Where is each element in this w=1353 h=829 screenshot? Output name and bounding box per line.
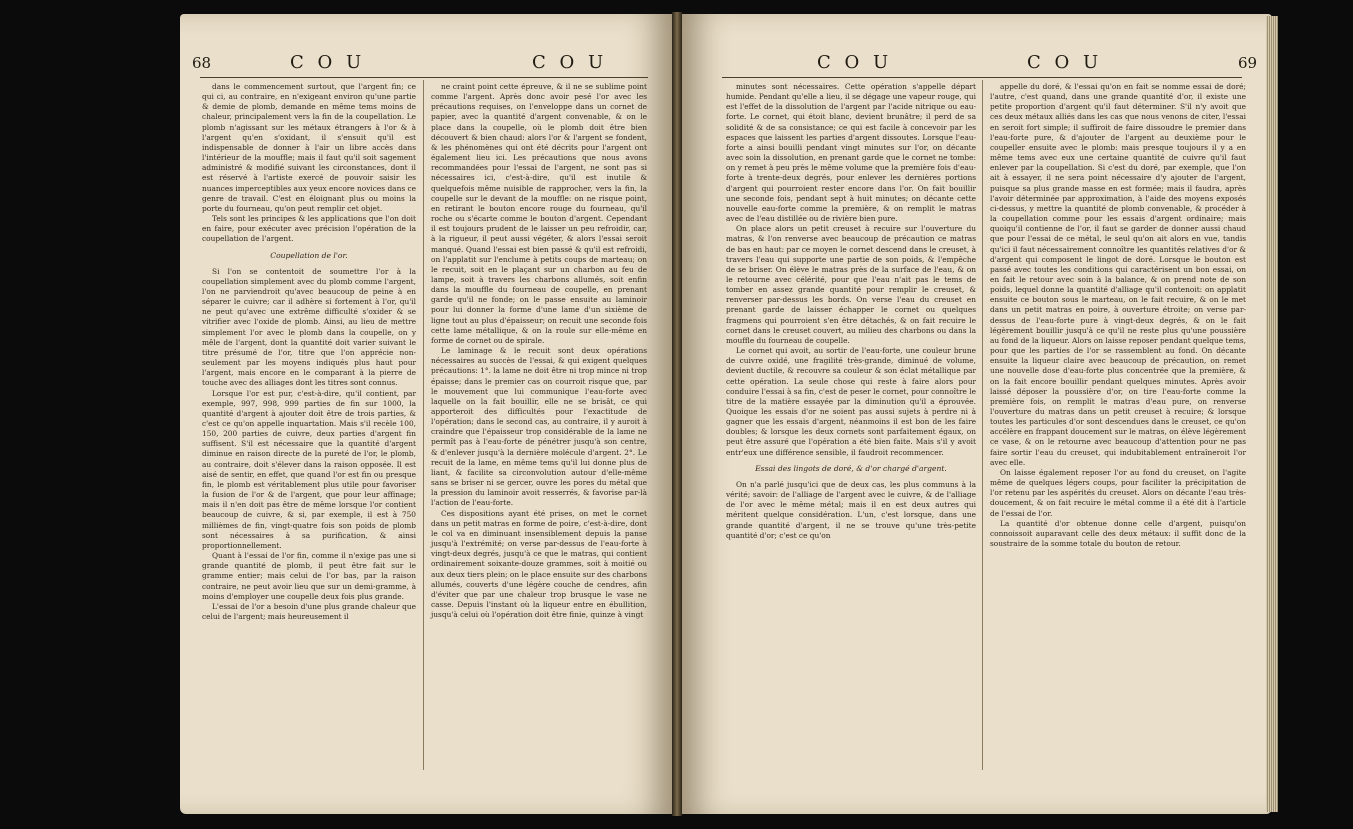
right-page: [682, 14, 1272, 814]
paragraph: L'essai de l'or a besoin d'une plus grande chaleur que celui de l'argent; mais heureusement il: [202, 601, 416, 621]
page-edges: [1266, 16, 1278, 812]
left-running-head-2: C O U: [532, 52, 608, 73]
left-column-divider: [423, 80, 424, 770]
paragraph: Le cornet qui avoit, au sortir de l'eau-forte, une couleur brune de cuivre oxidé, une fragilité très-grande, diminué de volume, devient ductile, & recouvre sa couleur & son éclat métallique par cette opération. La seule chose qui reste à faire alors pour conduire l'essai à sa fin, c'est de peser le cornet, pour connoître le titre de la matière essayée par la diminution qu'il a éprouvée. Quoique les essais d'or ne soient pas aussi sujets à perdre ni à gagner que les essais d'argent, néanmoins il est bon de les faire doubles; & lorsque les deux cornets sont parfaitement égaux, on peut être assuré que l'opération a été bien faite. Mais s'il y avoit entr'eux une différence sensible, il faudroit recommencer.: [726, 346, 976, 457]
paragraph: appelle du doré, & l'essai qu'on en fait se nomme essai de doré; l'autre, c'est quand, dans une grande quantité d'or, il existe une petite proportion d'argent qu'il faut déterminer. S'il n'y avoit que ces deux métaux alliés dans les cas que nous venons de citer, l'essai en seroit fort simple; il suffiroit de faire dissoudre le premier dans l'eau-forte pure, & d'ajouter de l'argent au deuxième pour le coupeller ensuite avec le plomb: mais presque toujours il y a en même tems avec eux une certaine quantité de cuivre qu'il faut enlever par la coupellation. Si c'est du doré, par exemple, que l'on ait à essayer, il ne sera point nécessaire d'y ajouter de l'argent, puisque sa plus grande masse en est formée; mais il faudra, après l'avoir déterminée par approximation, à l'aide des moyens exposés ci-dessus, y mettre la quantité de plomb convenable, & procéder à la coupellation comme pour les essais d'argent ordinaire; mais quoiqu'il contienne de l'or, il faut se garder de donner aussi chaud que pour l'essai de ce métal, le seul qu'on ait alors en vue, tandis qu'ici il faut nécessairement connoître les quantités relatives d'or & d'argent qui composent le lingot de doré. Lorsque le bouton est passé avec toutes les conditions qui caractérisent un bon essai, on en fait le retour avec soin à la balance, & on prend note de son poids, lequel donne la quantité d'alliage qu'il contenoit: on applatit ensuite ce bouton sous le marteau, on le fait recuire, & on le met dans un petit matras en poire, à ouverture étroite; on verse par-dessus de l'eau-forte pure à vingt-deux degrés, & on le fait légèrement bouillir jusqu'à ce qu'il ne reste plus qu'une poussière au fond de la liqueur. Alors on laisse reposer pendant quelque tems, pour que les parties de l'or se rassemblent au fond. On décante ensuite la liqueur claire avec beaucoup de précaution, on remet une nouvelle dose d'eau-forte plus concentrée que la première, & on la fait encore bouillir pendant quelques minutes. Après avoir laissé déposer la poussière d'or, on tire l'eau-forte comme la première fois, on remplit le matras d'eau pure, on renverse l'ouverture du matras dans un petit creuset à recuire; & lorsque toutes les particules d'or sont descendues dans le creuset, ce qu'on accélère en frappant doucement sur le matras, on élève légèrement ce vase, & on le retourne avec beaucoup d'attention pour ne pas faire sortir l'eau du creuset, qui indubitablement entraîneroit l'or avec elle.: [990, 82, 1246, 467]
paragraph: Si l'on se contentoit de soumettre l'or à la coupellation simplement avec du plomb comme l'argent, l'on ne parviendroit qu'avec beaucoup de peine à en séparer le cuivre; car il adhère si fortement à l'or, qu'il ne peut qu'avec une extrême difficulté s'oxider & se vitrifier avec l'oxide de plomb. Ainsi, au lieu de mettre simplement l'or avec le plomb dans la coupelle, on y mêle de l'argent, dont la quantité doit varier suivant le titre présumé de l'or, titre que l'on apprécie non-seulement par les moyens indiqués plus haut pour l'argent, mais encore en le comparant à la pierre de touche avec des alliages dont les titres sont connus.: [202, 266, 416, 388]
paragraph: Lorsque l'or est pur, c'est-à-dire, qu'il contient, par exemple, 997, 998, 999 parties de fin sur 1000, la quantité d'argent à ajouter doit être de trois parties, & c'est ce qu'on appelle inquartation. Mais s'il recèle 100, 150, 200 parties de cuivre, deux parties d'argent fin suffisent. S'il est nécessaire que la quantité d'argent diminue en raison directe de la pureté de l'or, le plomb, au contraire, doit s'élever dans la raison opposée. Il est aisé de sentir, en effet, que quand l'or est fin ou presque fin, le plomb est véritablement plus utile pour favoriser la fusion de l'or & de l'argent, que pour leur affinage; mais il n'en doit pas être de même lorsque l'or contient beaucoup de cuivre, & si, par exemple, il est à 750 millièmes de fin, vingt-quatre fois son poids de plomb sont nécessaires à sa purification, & ainsi proportionnellement.: [202, 388, 416, 550]
right-header-rule: [722, 77, 1242, 78]
left-header-rule: [200, 77, 648, 78]
right-page-header: [1238, 52, 1257, 73]
paragraph: Le laminage & le recuit sont deux opérations nécessaires au succès de l'essai, & qui exigent quelques précautions: 1°. la lame ne doit être ni trop mince ni trop épaisse; dans le premier cas on courroit risque que, par le mouvement que lui communique l'eau-forte avec laquelle on la fait bouillir, elle ne se brisât, ce qui apporteroit des difficultés pour l'exactitude de l'opération; dans le second cas, au contraire, il y auroit à craindre que l'épaisseur trop considérable de la lame ne permît pas à l'eau-forte de pénétrer jusqu'à son centre, & d'enlever jusqu'à la dernière molécule d'argent. 2°. Le recuit de la lame, en même tems qu'il lui donne plus de liant, & facilite sa circonvolution autour d'elle-même sans se briser ni se gercer, ouvre les pores du métal que la pression du laminoir avoit resserrés, & favorise par-là l'action de l'eau-forte.: [431, 346, 647, 508]
paragraph: minutes sont nécessaires. Cette opération s'appelle départ humide. Pendant qu'elle a lieu, il se dégage une vapeur rouge, qui est l'effet de la dissolution de l'argent par l'acide nitrique ou eau-forte. Le cornet, qui étoit blanc, devient brunâtre; il perd de sa solidité & de sa consistance; ce qui est facile à concevoir par les espaces que laissent les parties d'argent dissoutes. Lorsque l'eau-forte a ainsi bouilli pendant vingt minutes sur l'or, on décante avec soin la dissolution, en prenant garde que le cornet ne tombe: on y remet à peu près le même volume que la première fois d'eau-forte à trente-deux degrés, pour enlever les dernières portions d'argent qui pourroient rester encore dans l'or. On fait bouillir une seconde fois, pendant sept à huit minutes; on décante cette nouvelle eau-forte comme la première, & on remplit le matras avec de l'eau distillée ou de rivière bien pure.: [726, 82, 976, 224]
paragraph: On place alors un petit creuset à recuire sur l'ouverture du matras, & l'on renverse avec beaucoup de précaution ce matras de bas en haut: par ce moyen le cornet descend dans le creuset, à travers l'eau qui supporte une partie de son poids, & l'empêche de se briser. On élève le matras près de la surface de l'eau, & on le retourne avec célérité, pour que l'eau n'ait pas le tems de tomber en assez grande quantité pour remplir le creuset, & renverser par-dessus les bords. On verse l'eau du creuset en prenant garde de laisser échapper le cornet ou quelques fragmens qui pourroient s'en être détachés, & on fait recuire le cornet dans le creuset couvert, au milieu des charbons ou dans la mouffle du fourneau de coupelle.: [726, 224, 976, 345]
left-page-number: 68: [192, 54, 212, 72]
paragraph: On n'a parlé jusqu'ici que de deux cas, les plus communs à la vérité; savoir: de l'alliage de l'argent avec le cuivre, & de l'alliage de l'or avec le même métal; mais il en est deux autres qui méritent quelque considération. L'un, c'est lorsque, dans une grande quantité d'argent, il ne se trouve qu'une très-petite quantité d'or; c'est ce qu'on: [726, 479, 976, 540]
section-heading: Essai des lingots de doré, & d'or chargé d'argent.: [755, 463, 947, 473]
left-column-2: [431, 82, 647, 620]
paragraph: Tels sont les principes & les applications que l'on doit en faire, pour exécuter avec précision l'opération de la coupellation de l'argent.: [202, 214, 416, 244]
right-running-head-1: C O U: [817, 52, 893, 73]
right-column-2: [990, 82, 1246, 549]
book-gutter: [672, 12, 682, 816]
left-running-head-1: C O U: [290, 52, 366, 73]
right-page-number: 69: [1238, 54, 1258, 72]
paragraph: La quantité d'or obtenue donne celle d'argent, puisqu'on connoissoit auparavant celle des deux métaux: il suffit donc de la soustraire de la somme totale du bouton de retour.: [990, 518, 1246, 549]
right-column-1: [726, 82, 976, 541]
paragraph: Ces dispositions ayant été prises, on met le cornet dans un petit matras en forme de poire, c'est-à-dire, dont le col va en diminuant insensiblement depuis la panse jusqu'à l'extrémité; on verse par-dessus de l'eau-forte à vingt-deux degrés, jusqu'à ce que le matras, qui contient ordinairement soixante-douze grammes, soit à moitié ou aux deux tiers plein; on le place ensuite sur des charbons allumés, couverts d'une légère couche de cendres, afin d'éviter que par une chaleur trop brusque le vase ne casse. Depuis l'instant où la liqueur entre en ébullition, jusqu'à celui où l'opération doit être finie, quinze à vingt: [431, 508, 647, 620]
left-page: [180, 14, 672, 814]
paragraph: ne craint point cette épreuve, & il ne se sublime point comme l'argent. Après donc avoir pesé l'or avec les précautions requises, on l'enveloppe dans un cornet de papier, avec la quantité d'argent convenable, & on le place dans la coupelle, où le plomb doit être bien découvert & bien chaud: alors l'or & l'argent se fondent, & les phénomènes qui ont été décrits pour l'argent ont également lieu ici. Les précautions que nous avons recommandées pour l'essai de l'argent, ne sont pas si nécessaires ici, c'est-à-dire, qu'il est inutile & quelquefois même nuisible de rapprocher, vers la fin, la coupelle sur le devant de la mouffle: on ne risque point, en retirant le bouton encore rouge du fourneau, qu'il roche ou s'écarte comme le bouton d'argent. Cependant il est toujours prudent de le laisser un peu refroidir, car, à la rigueur, il peut aussi végéter, & alors l'essai seroit manqué. Quand l'essai est bien passé & qu'il est refroidi, on l'applatit sur l'enclume à petits coups de marteau; on le recuit, soit en le plaçant sur un charbon au feu de lampe, soit à travers les charbons allumés, soit enfin dans la mouffle du fourneau de coupelle, en prenant garde qu'il ne fonde; on le passe ensuite au laminoir pour lui donner la forme d'une lame d'un sixième de ligne tout au plus d'épaisseur; on recuit une seconde fois cette lame métallique, & on la roule sur elle-même en forme de cornet ou de spirale.: [431, 82, 647, 345]
section-heading: Coupellation de l'or.: [270, 250, 348, 260]
right-running-head-2: C O U: [1027, 52, 1103, 73]
left-page-header: [192, 52, 211, 73]
paragraph: Quant à l'essai de l'or fin, comme il n'exige pas une si grande quantité de plomb, il peut être fait sur le gramme entier; mais celui de l'or bas, par la raison contraire, ne peut avoir lieu que sur un demi-gramme, à moins d'employer une coupelle deux fois plus grande.: [202, 551, 416, 601]
paragraph: On laisse également reposer l'or au fond du creuset, on l'agite même de quelques légers coups, pour faciliter la précipitation de l'or retenu par les aspérités du creuset. Alors on décante l'eau très-doucement, & on fait recuire le métal comme il a été dit à l'article de l'essai de l'or.: [990, 467, 1246, 518]
right-column-divider: [982, 80, 983, 770]
paragraph: dans le commencement surtout, que l'argent fin; ce qui ci, au contraire, en n'exigeant environ qu'une partie & demie de plomb, demande en même tems moins de chaleur, principalement vers la fin de la coupellation. Le plomb n'agissant sur les métaux étrangers à l'or & à l'argent qu'en s'oxidant, il s'ensuit qu'il est indispensable de donner à l'air un libre accès dans l'intérieur de la mouffle; mais il faut qu'il soit sagement administré & modifié suivant les circonstances, dont il est réservé à l'artiste exercé de pouvoir saisir les nuances imperceptibles aux yeux encore novices dans ce genre de travail. C'est en éloignant plus ou moins la porte du fourneau, qu'on peut remplir cet objet.: [202, 82, 416, 213]
left-column-1: [202, 82, 416, 622]
